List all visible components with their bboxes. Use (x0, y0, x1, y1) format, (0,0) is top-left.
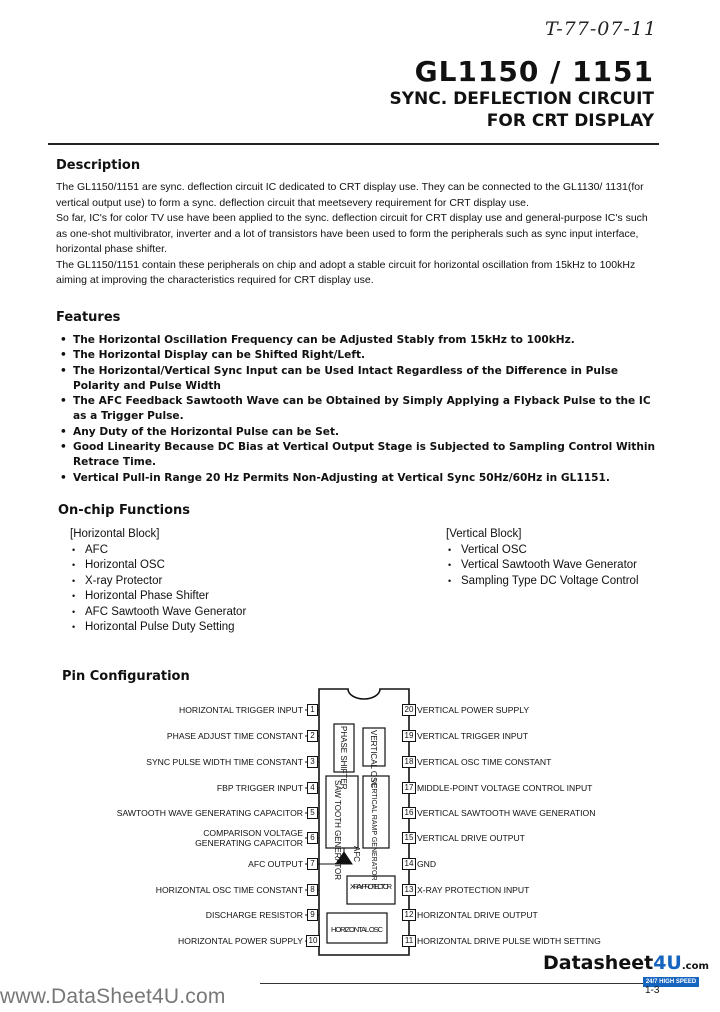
logo-tagline: 24/7 HIGH SPEED (643, 977, 699, 987)
pin-number: 15 (402, 832, 416, 844)
horizontal-block-item: • Horizontal Pulse Duty Setting (70, 620, 246, 636)
sawtooth-generator-label: SAW TOOTH GENERATOR (333, 780, 342, 881)
pin-number: 11 (402, 935, 416, 947)
pin-number: 14 (402, 858, 416, 870)
pin-number: 8 (307, 884, 318, 896)
pin-number: 2 (307, 730, 318, 742)
feature-item: • The Horizontal/Vertical Sync Input can be Used Intact Regardless of the Difference in Pulse Polarity and Pulse Width (60, 364, 660, 395)
part-number: GL1150 / 1151 (414, 55, 654, 88)
features-heading: Features (56, 310, 121, 325)
horizontal-block-item: • Horizontal Phase Shifter (70, 589, 246, 605)
pin-number: 16 (402, 807, 416, 819)
pin-label-left: PHASE ADJUST TIME CONSTANT (166, 731, 303, 741)
pin-label-left: HORIZONTAL TRIGGER INPUT (179, 705, 303, 715)
pin-label-left: DISCHARGE RESISTOR (205, 910, 303, 920)
horizontal-block-item: • Horizontal OSC (70, 558, 246, 574)
vertical-block-item: • Vertical OSC (446, 543, 639, 559)
description-paragraph: The GL1150/1151 contain these peripherals on chip and adopt a stable circuit for horizontal oscillation from 15kHz to 100kHz aiming at improving the characteristics required for CRT display use. (56, 258, 636, 286)
footer-rule (260, 983, 660, 984)
logo-text: Datasheet (543, 952, 654, 974)
pin-number: 13 (402, 884, 416, 896)
pin-number: 6 (307, 832, 318, 844)
pin-label-right: VERTICAL OSC TIME CONSTANT (417, 757, 552, 767)
pin-label-left: AFC OUTPUT (248, 859, 303, 869)
pin-number: 1 (307, 704, 318, 716)
horizontal-block-item: • X-ray Protector (70, 574, 246, 590)
feature-item: • The Horizontal Oscillation Frequency can be Adjusted Stably from 15kHz to 100kHz. (60, 333, 660, 348)
pin-number: 17 (402, 782, 416, 794)
vertical-ramp-generator-label: VERTICAL RAMP GENERATOR (370, 779, 377, 881)
pin-config-heading: Pin Configuration (62, 669, 190, 684)
feature-item: • The AFC Feedback Sawtooth Wave can be Obtained by Simply Applying a Flyback Pulse to the IC as a Trigger Pulse. (60, 394, 660, 425)
feature-item: • Any Duty of the Horizontal Pulse can be Set. (60, 425, 660, 440)
vertical-block-item: • Sampling Type DC Voltage Control (446, 574, 639, 590)
vertical-block-item: • Vertical Sawtooth Wave Generator (446, 558, 639, 574)
pin-number: 5 (307, 807, 318, 819)
xray-protector-label: X-RAY PRO-TECTOR (350, 882, 392, 891)
pin-label-right: GND (417, 859, 437, 869)
pin-label-left: HORIZONTAL OSC TIME CONSTANT (155, 885, 303, 895)
horizontal-osc-label: HORIZONTAL OSC (331, 925, 383, 934)
feature-item: • Good Linearity Because DC Bias at Vertical Output Stage is Subjected to Sampling Control Within Retrace Time. (60, 440, 660, 471)
page-number: 1-3 (645, 985, 660, 996)
pin-number: 20 (402, 704, 416, 716)
phase-shifter-label: PHASE SHIFTER (339, 726, 348, 790)
pin-label-right: X-RAY PROTECTION INPUT (417, 885, 530, 895)
description-paragraph: The GL1150/1151 are sync. deflection circuit IC dedicated to CRT display use. They can be connected to the GL1130/ 1131(for vertical output use) to form a sync. deflection circuit that meetsevery requirement for CRT display use. (56, 181, 644, 209)
pin-label-left: SAWTOOTH WAVE GENERATING CAPACITOR (116, 808, 303, 818)
description-paragraph: So far, IC's for color TV use have been applied to the sync. deflection circuit for CRT display use and general-purpose IC's such as one-shot multivibrator, inverter and a lot of transistors have been used to form the peripherals such as sync input interface, horizontal phase shifter. (56, 212, 648, 255)
pin-number: 9 (307, 909, 318, 921)
pin-number: 19 (402, 730, 416, 742)
left-pin-leads (305, 710, 319, 941)
feature-item: • Vertical Pull-in Range 20 Hz Permits Non-Adjusting at Vertical Sync 50Hz/60Hz in GL1151. (60, 471, 660, 486)
pin-label-right: VERTICAL SAWTOOTH WAVE GENERATION (417, 808, 596, 818)
pin-label-right: VERTICAL DRIVE OUTPUT (417, 833, 525, 843)
vertical-osc-label: VERTICAL OSC (369, 730, 378, 789)
pin-number: 18 (402, 756, 416, 768)
pin-number: 12 (402, 909, 416, 921)
pin-label-left: COMPARISON VOLTAGE GENERATING CAPACITOR (195, 828, 303, 848)
onchip-heading: On-chip Functions (58, 503, 190, 518)
pin-label-left: HORIZONTAL POWER SUPPLY (178, 936, 303, 946)
datasheet4u-logo[interactable] (543, 952, 709, 974)
handwritten-code: T-77-07-11 (545, 18, 658, 40)
description-heading: Description (56, 158, 141, 173)
pin-number: 10 (306, 935, 320, 947)
pin-number: 7 (307, 858, 318, 870)
pin-label-left: SYNC PULSE WIDTH TIME CONSTANT (146, 757, 303, 767)
watermark-url[interactable]: www.DataSheet4U.com (0, 985, 226, 1008)
horizontal-block-title: [Horizontal Block] (70, 528, 160, 540)
logo-accent: 4U (653, 952, 682, 974)
pin-label-right: VERTICAL TRIGGER INPUT (417, 731, 529, 741)
pin-label-right: VERTICAL POWER SUPPLY (417, 705, 530, 715)
pin-number: 4 (307, 782, 318, 794)
pin-label-right: HORIZONTAL DRIVE OUTPUT (417, 910, 538, 920)
horizontal-block-item: • AFC (70, 543, 246, 559)
pin-number: 3 (307, 756, 318, 768)
pin-label-right: HORIZONTAL DRIVE PULSE WIDTH SETTING (417, 936, 601, 946)
vertical-block-title: [Vertical Block] (446, 528, 522, 540)
pin-label-left: FBP TRIGGER INPUT (216, 783, 303, 793)
afc-label: AFC (352, 846, 361, 862)
subtitle-line-1: SYNC. DEFLECTION CIRCUIT (389, 89, 654, 109)
logo-com: .com (681, 961, 709, 972)
pin-label-right: MIDDLE-POINT VOLTAGE CONTROL INPUT (417, 783, 593, 793)
horizontal-block-item: • AFC Sawtooth Wave Generator (70, 605, 246, 621)
subtitle-line-2: FOR CRT DISPLAY (486, 111, 654, 131)
feature-item: • The Horizontal Display can be Shifted Right/Left. (60, 348, 660, 363)
